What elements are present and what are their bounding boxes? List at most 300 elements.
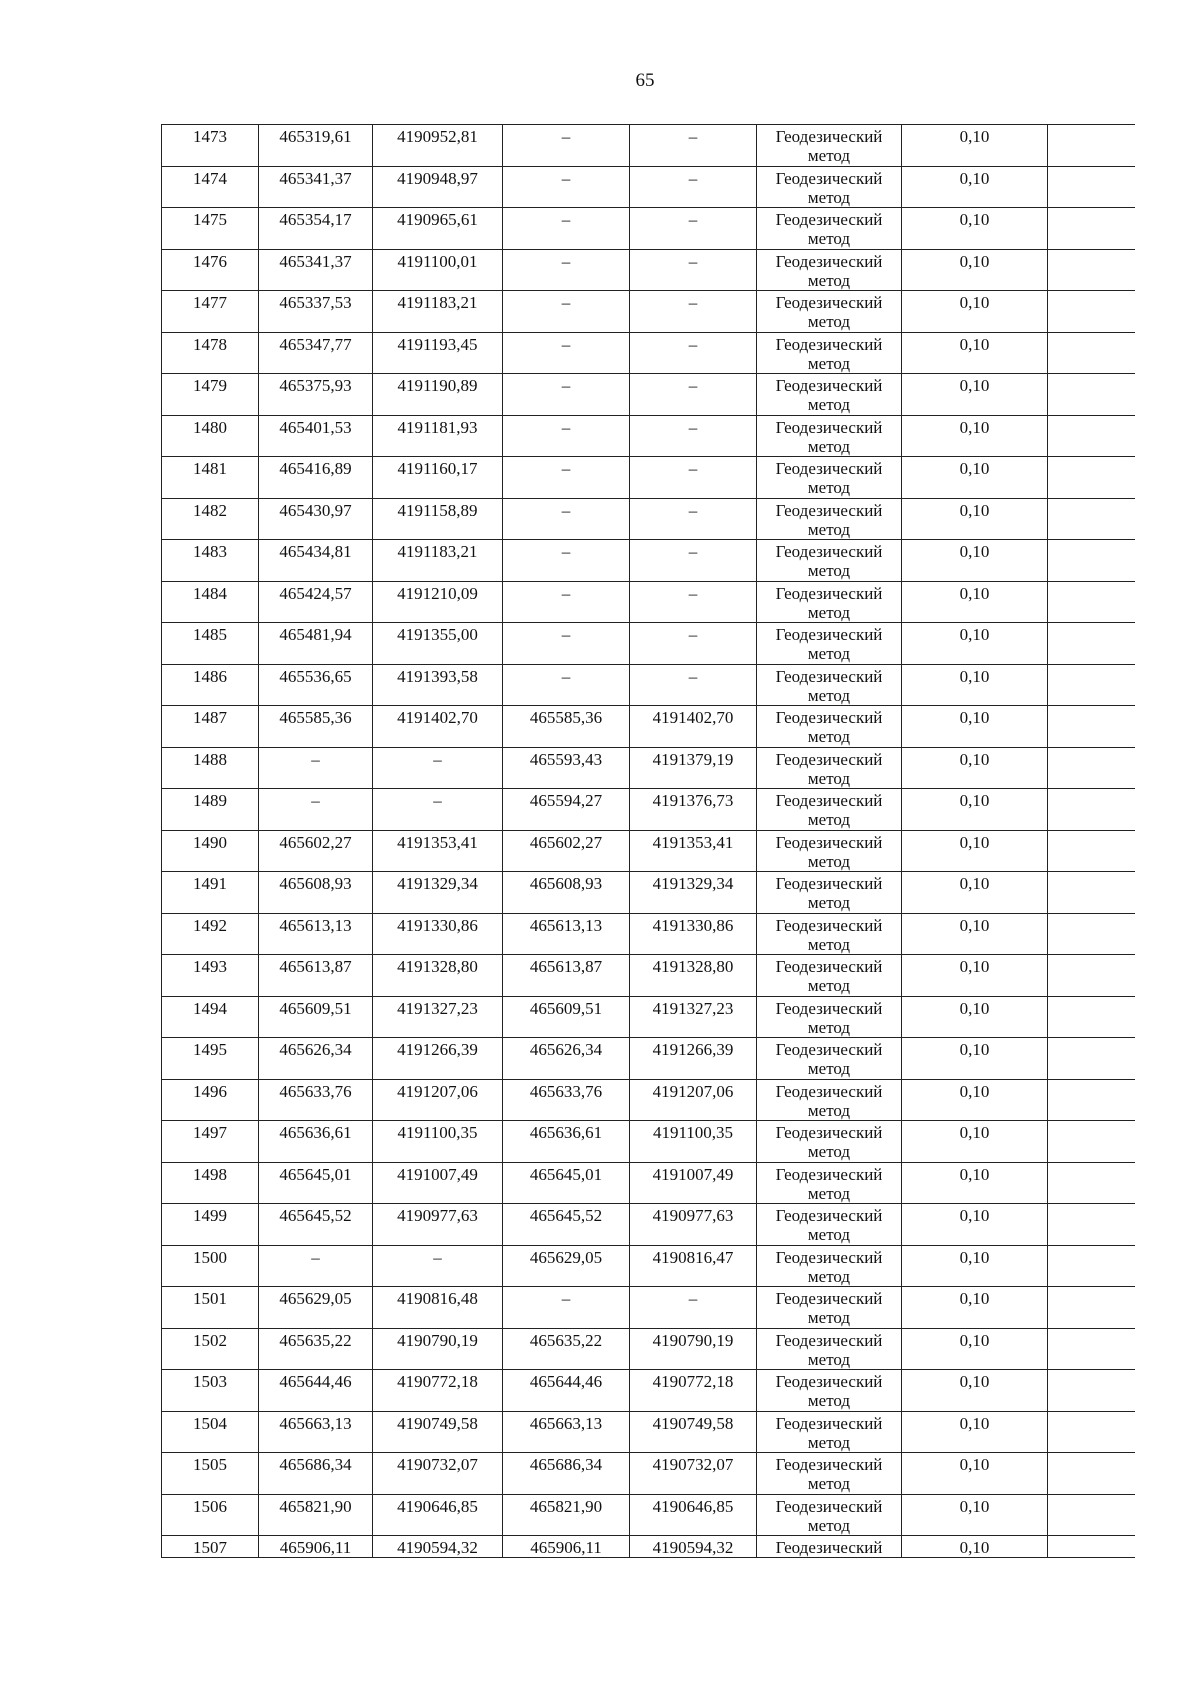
method-text-line2: метод bbox=[807, 270, 851, 290]
y-existing-cell: 4191329,34 bbox=[373, 872, 503, 914]
y-existing-cell: 4190816,48 bbox=[373, 1287, 503, 1329]
y-existing-cell: 4190772,18 bbox=[373, 1370, 503, 1412]
extra-cell bbox=[1048, 1079, 1135, 1121]
x-new-cell: 465602,27 bbox=[503, 830, 630, 872]
x-new-cell: 465635,22 bbox=[503, 1328, 630, 1370]
point-number-cell: 1501 bbox=[162, 1287, 259, 1329]
point-number-cell: 1490 bbox=[162, 830, 259, 872]
table-row bbox=[162, 1370, 1135, 1412]
point-number-cell: 1503 bbox=[162, 1370, 259, 1412]
x-new-cell: – bbox=[503, 374, 630, 416]
method-text-line1: Геодезический bbox=[775, 791, 883, 810]
x-new-cell: – bbox=[503, 664, 630, 706]
extra-cell bbox=[1048, 540, 1135, 582]
x-new-cell: 465626,34 bbox=[503, 1038, 630, 1080]
table-row bbox=[162, 1162, 1135, 1204]
method-cell bbox=[757, 332, 902, 374]
y-new-cell: – bbox=[630, 208, 757, 250]
method-text-line2: метод bbox=[807, 1474, 851, 1493]
y-existing-cell: 4191183,21 bbox=[373, 540, 503, 582]
method-text-line1: Геодезический bbox=[775, 1206, 883, 1225]
extra-cell bbox=[1048, 1121, 1135, 1163]
table-row bbox=[162, 291, 1135, 333]
method-text-line2: метод bbox=[807, 893, 851, 912]
method-text-line1: Геодезический bbox=[775, 666, 883, 686]
method-text-line2: метод bbox=[807, 1349, 851, 1369]
coordinates-table bbox=[161, 124, 1135, 1558]
method-text-line2: метод bbox=[807, 1100, 851, 1120]
method-text-line2: метод bbox=[807, 1183, 851, 1203]
accuracy-cell: 0,10 bbox=[902, 581, 1048, 623]
extra-cell bbox=[1048, 166, 1135, 208]
method-cell bbox=[757, 1121, 902, 1163]
y-new-cell: 4190977,63 bbox=[630, 1204, 757, 1246]
method-text-line1: Геодезический bbox=[775, 1289, 883, 1308]
x-existing-cell: 465821,90 bbox=[259, 1494, 373, 1536]
accuracy-cell: 0,10 bbox=[902, 913, 1048, 955]
accuracy-cell: 0,10 bbox=[902, 208, 1048, 250]
method-text-line1: Геодезический bbox=[775, 417, 883, 437]
x-existing-cell: 465644,46 bbox=[259, 1370, 373, 1412]
method-text-line1: Геодезический bbox=[775, 1040, 883, 1059]
method-cell bbox=[757, 249, 902, 291]
method-text-line1: Геодезический bbox=[775, 376, 883, 395]
method-text-line2: метод bbox=[807, 1308, 851, 1327]
accuracy-cell: 0,10 bbox=[902, 374, 1048, 416]
y-new-cell: 4191379,19 bbox=[630, 747, 757, 789]
x-existing-cell: 465636,61 bbox=[259, 1121, 373, 1163]
x-existing-cell: 465609,51 bbox=[259, 996, 373, 1038]
method-cell bbox=[757, 125, 902, 167]
method-cell bbox=[757, 208, 902, 250]
page-number: 65 bbox=[635, 70, 655, 91]
extra-cell bbox=[1048, 415, 1135, 457]
extra-cell bbox=[1048, 664, 1135, 706]
y-new-cell: – bbox=[630, 249, 757, 291]
y-existing-cell: 4191402,70 bbox=[373, 706, 503, 748]
accuracy-cell: 0,10 bbox=[902, 1287, 1048, 1329]
table-row bbox=[162, 872, 1135, 914]
x-existing-cell: – bbox=[259, 789, 373, 831]
method-text-line2: метод bbox=[807, 768, 851, 788]
x-new-cell: 465633,76 bbox=[503, 1079, 630, 1121]
method-cell bbox=[757, 706, 902, 748]
method-text-line2: метод bbox=[807, 1059, 851, 1078]
method-text-line2: метод bbox=[807, 1515, 851, 1535]
extra-cell bbox=[1048, 789, 1135, 831]
table-row bbox=[162, 747, 1135, 789]
table-row bbox=[162, 996, 1135, 1038]
extra-cell bbox=[1048, 1536, 1135, 1558]
extra-cell bbox=[1048, 706, 1135, 748]
point-number-cell: 1499 bbox=[162, 1204, 259, 1246]
y-new-cell: 4191327,23 bbox=[630, 996, 757, 1038]
x-new-cell: – bbox=[503, 498, 630, 540]
y-existing-cell: 4191328,80 bbox=[373, 955, 503, 997]
method-text-line1: Геодезический bbox=[775, 251, 883, 271]
x-existing-cell: 465341,37 bbox=[259, 249, 373, 291]
y-existing-cell: 4191327,23 bbox=[373, 996, 503, 1038]
table-row bbox=[162, 1121, 1135, 1163]
point-number-cell: 1473 bbox=[162, 125, 259, 167]
point-number-cell: 1489 bbox=[162, 789, 259, 831]
accuracy-cell: 0,10 bbox=[902, 789, 1048, 831]
y-new-cell: 4191402,70 bbox=[630, 706, 757, 748]
method-text-line2: метод bbox=[807, 229, 851, 248]
method-cell bbox=[757, 872, 902, 914]
accuracy-cell: 0,10 bbox=[902, 332, 1048, 374]
y-new-cell: – bbox=[630, 374, 757, 416]
method-text-line2: метод bbox=[807, 312, 851, 331]
y-new-cell: – bbox=[630, 125, 757, 167]
x-existing-cell: 465686,34 bbox=[259, 1453, 373, 1495]
point-number-cell: 1480 bbox=[162, 415, 259, 457]
point-number-cell: 1487 bbox=[162, 706, 259, 748]
method-text-line2: метод bbox=[807, 187, 851, 207]
table-row bbox=[162, 1287, 1135, 1329]
x-new-cell: 465608,93 bbox=[503, 872, 630, 914]
method-text-line1: Геодезический bbox=[775, 1164, 883, 1184]
point-number-cell: 1479 bbox=[162, 374, 259, 416]
table-row bbox=[162, 1453, 1135, 1495]
table-row bbox=[162, 166, 1135, 208]
x-existing-cell: 465633,76 bbox=[259, 1079, 373, 1121]
method-text-line1: Геодезический bbox=[775, 500, 883, 520]
y-new-cell: 4190790,19 bbox=[630, 1328, 757, 1370]
method-cell bbox=[757, 830, 902, 872]
point-number-cell: 1483 bbox=[162, 540, 259, 582]
method-text-line1: Геодезический bbox=[775, 583, 883, 603]
y-existing-cell: 4191353,41 bbox=[373, 830, 503, 872]
method-cell bbox=[757, 789, 902, 831]
method-text-line1: Геодезический bbox=[775, 749, 883, 769]
extra-cell bbox=[1048, 291, 1135, 333]
x-existing-cell: – bbox=[259, 1245, 373, 1287]
method-text-line1: Геодезический bbox=[775, 542, 883, 561]
extra-cell bbox=[1048, 1411, 1135, 1453]
y-existing-cell: 4191330,86 bbox=[373, 913, 503, 955]
method-text-line2: метод bbox=[807, 519, 851, 539]
y-existing-cell: 4190749,58 bbox=[373, 1411, 503, 1453]
y-existing-cell: 4191355,00 bbox=[373, 623, 503, 665]
y-existing-cell: 4191160,17 bbox=[373, 457, 503, 499]
table-row bbox=[162, 1494, 1135, 1536]
x-existing-cell: 465430,97 bbox=[259, 498, 373, 540]
x-existing-cell: – bbox=[259, 747, 373, 789]
table-row bbox=[162, 789, 1135, 831]
accuracy-cell: 0,10 bbox=[902, 1121, 1048, 1163]
table-row bbox=[162, 249, 1135, 291]
x-new-cell: 465613,87 bbox=[503, 955, 630, 997]
x-new-cell: 465644,46 bbox=[503, 1370, 630, 1412]
y-new-cell: 4191007,49 bbox=[630, 1162, 757, 1204]
accuracy-cell: 0,10 bbox=[902, 1204, 1048, 1246]
extra-cell bbox=[1048, 1204, 1135, 1246]
point-number-cell: 1497 bbox=[162, 1121, 259, 1163]
method-cell bbox=[757, 1494, 902, 1536]
point-number-cell: 1505 bbox=[162, 1453, 259, 1495]
table-row bbox=[162, 374, 1135, 416]
y-new-cell: 4191328,80 bbox=[630, 955, 757, 997]
method-cell bbox=[757, 1453, 902, 1495]
extra-cell bbox=[1048, 498, 1135, 540]
y-new-cell: – bbox=[630, 291, 757, 333]
method-cell bbox=[757, 291, 902, 333]
method-cell bbox=[757, 374, 902, 416]
method-text-line1: Геодезический bbox=[775, 957, 883, 976]
y-existing-cell: 4191210,09 bbox=[373, 581, 503, 623]
point-number-cell: 1500 bbox=[162, 1245, 259, 1287]
method-cell bbox=[757, 166, 902, 208]
table-row bbox=[162, 1536, 1135, 1558]
point-number-cell: 1478 bbox=[162, 332, 259, 374]
method-text-line2: метод bbox=[807, 146, 851, 165]
extra-cell bbox=[1048, 249, 1135, 291]
point-number-cell: 1496 bbox=[162, 1079, 259, 1121]
extra-cell bbox=[1048, 208, 1135, 250]
x-existing-cell: 465645,52 bbox=[259, 1204, 373, 1246]
x-new-cell: – bbox=[503, 1287, 630, 1329]
point-number-cell: 1482 bbox=[162, 498, 259, 540]
y-new-cell: – bbox=[630, 498, 757, 540]
extra-cell bbox=[1048, 1287, 1135, 1329]
point-number-cell: 1495 bbox=[162, 1038, 259, 1080]
method-text-line1: Геодезический bbox=[775, 293, 883, 312]
extra-cell bbox=[1048, 1328, 1135, 1370]
extra-cell bbox=[1048, 913, 1135, 955]
accuracy-cell: 0,10 bbox=[902, 1370, 1048, 1412]
method-text-line1: Геодезический bbox=[775, 998, 883, 1018]
y-new-cell: 4191376,73 bbox=[630, 789, 757, 831]
accuracy-cell: 0,10 bbox=[902, 1328, 1048, 1370]
point-number-cell: 1474 bbox=[162, 166, 259, 208]
point-number-cell: 1492 bbox=[162, 913, 259, 955]
table-row bbox=[162, 1245, 1135, 1287]
method-text-line1: Геодезический bbox=[775, 915, 883, 935]
y-existing-cell: 4190952,81 bbox=[373, 125, 503, 167]
y-existing-cell: 4191158,89 bbox=[373, 498, 503, 540]
table-row bbox=[162, 913, 1135, 955]
method-text-line1: Геодезический bbox=[775, 459, 883, 478]
y-existing-cell: 4191266,39 bbox=[373, 1038, 503, 1080]
point-number-cell: 1475 bbox=[162, 208, 259, 250]
table-row bbox=[162, 1204, 1135, 1246]
accuracy-cell: 0,10 bbox=[902, 955, 1048, 997]
x-existing-cell: 465337,53 bbox=[259, 291, 373, 333]
point-number-cell: 1486 bbox=[162, 664, 259, 706]
method-cell bbox=[757, 415, 902, 457]
x-existing-cell: 465481,94 bbox=[259, 623, 373, 665]
method-text-line2: метод bbox=[807, 1225, 851, 1244]
point-number-cell: 1493 bbox=[162, 955, 259, 997]
extra-cell bbox=[1048, 1162, 1135, 1204]
extra-cell bbox=[1048, 623, 1135, 665]
point-number-cell: 1507 bbox=[162, 1536, 259, 1558]
method-text-line2: метод bbox=[807, 976, 851, 995]
y-existing-cell: 4190948,97 bbox=[373, 166, 503, 208]
x-new-cell: 465629,05 bbox=[503, 1245, 630, 1287]
method-cell bbox=[757, 996, 902, 1038]
accuracy-cell: 0,10 bbox=[902, 830, 1048, 872]
x-existing-cell: 465629,05 bbox=[259, 1287, 373, 1329]
table-row bbox=[162, 955, 1135, 997]
accuracy-cell: 0,10 bbox=[902, 1162, 1048, 1204]
method-text-line2: метод bbox=[807, 395, 851, 414]
method-text-line1: Геодезический bbox=[775, 1123, 883, 1142]
method-cell bbox=[757, 1204, 902, 1246]
y-new-cell: 4191100,35 bbox=[630, 1121, 757, 1163]
extra-cell bbox=[1048, 996, 1135, 1038]
x-existing-cell: 465663,13 bbox=[259, 1411, 373, 1453]
method-cell bbox=[757, 1370, 902, 1412]
method-text-line1: Геодезический bbox=[775, 874, 883, 893]
x-new-cell: – bbox=[503, 291, 630, 333]
y-new-cell: – bbox=[630, 415, 757, 457]
x-new-cell: – bbox=[503, 623, 630, 665]
y-existing-cell: – bbox=[373, 1245, 503, 1287]
method-cell bbox=[757, 664, 902, 706]
x-existing-cell: 465626,34 bbox=[259, 1038, 373, 1080]
extra-cell bbox=[1048, 1370, 1135, 1412]
accuracy-cell: 0,10 bbox=[902, 1245, 1048, 1287]
method-cell bbox=[757, 747, 902, 789]
table-row bbox=[162, 457, 1135, 499]
method-cell bbox=[757, 913, 902, 955]
point-number-cell: 1504 bbox=[162, 1411, 259, 1453]
extra-cell bbox=[1048, 1494, 1135, 1536]
y-new-cell: 4191329,34 bbox=[630, 872, 757, 914]
accuracy-cell: 0,10 bbox=[902, 1494, 1048, 1536]
point-number-cell: 1502 bbox=[162, 1328, 259, 1370]
method-text-line1: Геодезический bbox=[775, 1330, 883, 1350]
x-new-cell: 465645,52 bbox=[503, 1204, 630, 1246]
method-text-line1: Геодезический bbox=[775, 1413, 883, 1433]
y-existing-cell: 4191190,89 bbox=[373, 374, 503, 416]
accuracy-cell: 0,10 bbox=[902, 747, 1048, 789]
table-row bbox=[162, 830, 1135, 872]
method-cell bbox=[757, 540, 902, 582]
y-new-cell: – bbox=[630, 166, 757, 208]
extra-cell bbox=[1048, 1453, 1135, 1495]
method-text-line1: Геодезический bbox=[775, 168, 883, 188]
method-cell bbox=[757, 1162, 902, 1204]
y-new-cell: 4191266,39 bbox=[630, 1038, 757, 1080]
x-existing-cell: 465341,37 bbox=[259, 166, 373, 208]
extra-cell bbox=[1048, 747, 1135, 789]
point-number-cell: 1491 bbox=[162, 872, 259, 914]
method-text-line2: метод bbox=[807, 436, 851, 456]
method-text-line1: Геодезический bbox=[775, 832, 883, 852]
y-existing-cell: – bbox=[373, 747, 503, 789]
method-text-line1: Геодезический bbox=[775, 1455, 883, 1474]
accuracy-cell: 0,10 bbox=[902, 457, 1048, 499]
extra-cell bbox=[1048, 581, 1135, 623]
y-new-cell: – bbox=[630, 623, 757, 665]
y-existing-cell: 4191183,21 bbox=[373, 291, 503, 333]
x-new-cell: – bbox=[503, 457, 630, 499]
point-number-cell: 1485 bbox=[162, 623, 259, 665]
method-text-line2: метод bbox=[807, 353, 851, 373]
y-new-cell: – bbox=[630, 581, 757, 623]
method-text-line1: Геодезический bbox=[775, 1496, 883, 1516]
x-new-cell: – bbox=[503, 540, 630, 582]
point-number-cell: 1481 bbox=[162, 457, 259, 499]
x-new-cell: – bbox=[503, 332, 630, 374]
table-row bbox=[162, 498, 1135, 540]
x-existing-cell: 465585,36 bbox=[259, 706, 373, 748]
y-new-cell: 4190646,85 bbox=[630, 1494, 757, 1536]
accuracy-cell: 0,10 bbox=[902, 623, 1048, 665]
x-existing-cell: 465424,57 bbox=[259, 581, 373, 623]
table-row bbox=[162, 540, 1135, 582]
y-new-cell: – bbox=[630, 540, 757, 582]
method-text-line2: метод bbox=[807, 934, 851, 954]
y-new-cell: – bbox=[630, 457, 757, 499]
y-existing-cell: 4190977,63 bbox=[373, 1204, 503, 1246]
method-text-line1: Геодезический bbox=[775, 1247, 883, 1267]
x-new-cell: 465609,51 bbox=[503, 996, 630, 1038]
x-new-cell: 465593,43 bbox=[503, 747, 630, 789]
method-text-line2: метод bbox=[807, 478, 851, 497]
x-new-cell: – bbox=[503, 125, 630, 167]
x-existing-cell: 465613,87 bbox=[259, 955, 373, 997]
method-cell bbox=[757, 1328, 902, 1370]
method-text-line2: метод bbox=[807, 1142, 851, 1161]
y-new-cell: 4190594,32 bbox=[630, 1536, 757, 1558]
accuracy-cell: 0,10 bbox=[902, 1536, 1048, 1558]
x-existing-cell: 465635,22 bbox=[259, 1328, 373, 1370]
y-existing-cell: 4191193,45 bbox=[373, 332, 503, 374]
accuracy-cell: 0,10 bbox=[902, 498, 1048, 540]
extra-cell bbox=[1048, 457, 1135, 499]
accuracy-cell: 0,10 bbox=[902, 291, 1048, 333]
accuracy-cell: 0,10 bbox=[902, 996, 1048, 1038]
y-existing-cell: 4190790,19 bbox=[373, 1328, 503, 1370]
method-cell bbox=[757, 1411, 902, 1453]
extra-cell bbox=[1048, 830, 1135, 872]
x-existing-cell: 465613,13 bbox=[259, 913, 373, 955]
x-new-cell: 465585,36 bbox=[503, 706, 630, 748]
method-cell bbox=[757, 1079, 902, 1121]
method-cell bbox=[757, 457, 902, 499]
x-new-cell: – bbox=[503, 166, 630, 208]
y-existing-cell: 4190594,32 bbox=[373, 1536, 503, 1558]
method-cell bbox=[757, 955, 902, 997]
x-new-cell: 465594,27 bbox=[503, 789, 630, 831]
x-new-cell: 465663,13 bbox=[503, 1411, 630, 1453]
point-number-cell: 1476 bbox=[162, 249, 259, 291]
y-existing-cell: 4191207,06 bbox=[373, 1079, 503, 1121]
accuracy-cell: 0,10 bbox=[902, 1453, 1048, 1495]
x-new-cell: – bbox=[503, 415, 630, 457]
x-existing-cell: 465536,65 bbox=[259, 664, 373, 706]
y-new-cell: 4191330,86 bbox=[630, 913, 757, 955]
method-text-line2: метод bbox=[807, 810, 851, 829]
x-new-cell: 465821,90 bbox=[503, 1494, 630, 1536]
extra-cell bbox=[1048, 332, 1135, 374]
table-row bbox=[162, 706, 1135, 748]
y-new-cell: – bbox=[630, 664, 757, 706]
method-text-line2: метод bbox=[807, 1266, 851, 1286]
method-cell bbox=[757, 1245, 902, 1287]
x-existing-cell: 465645,01 bbox=[259, 1162, 373, 1204]
y-existing-cell: 4191007,49 bbox=[373, 1162, 503, 1204]
x-new-cell: 465686,34 bbox=[503, 1453, 630, 1495]
point-number-cell: 1484 bbox=[162, 581, 259, 623]
accuracy-cell: 0,10 bbox=[902, 415, 1048, 457]
y-existing-cell: – bbox=[373, 789, 503, 831]
method-text-line2: метод bbox=[807, 1017, 851, 1037]
